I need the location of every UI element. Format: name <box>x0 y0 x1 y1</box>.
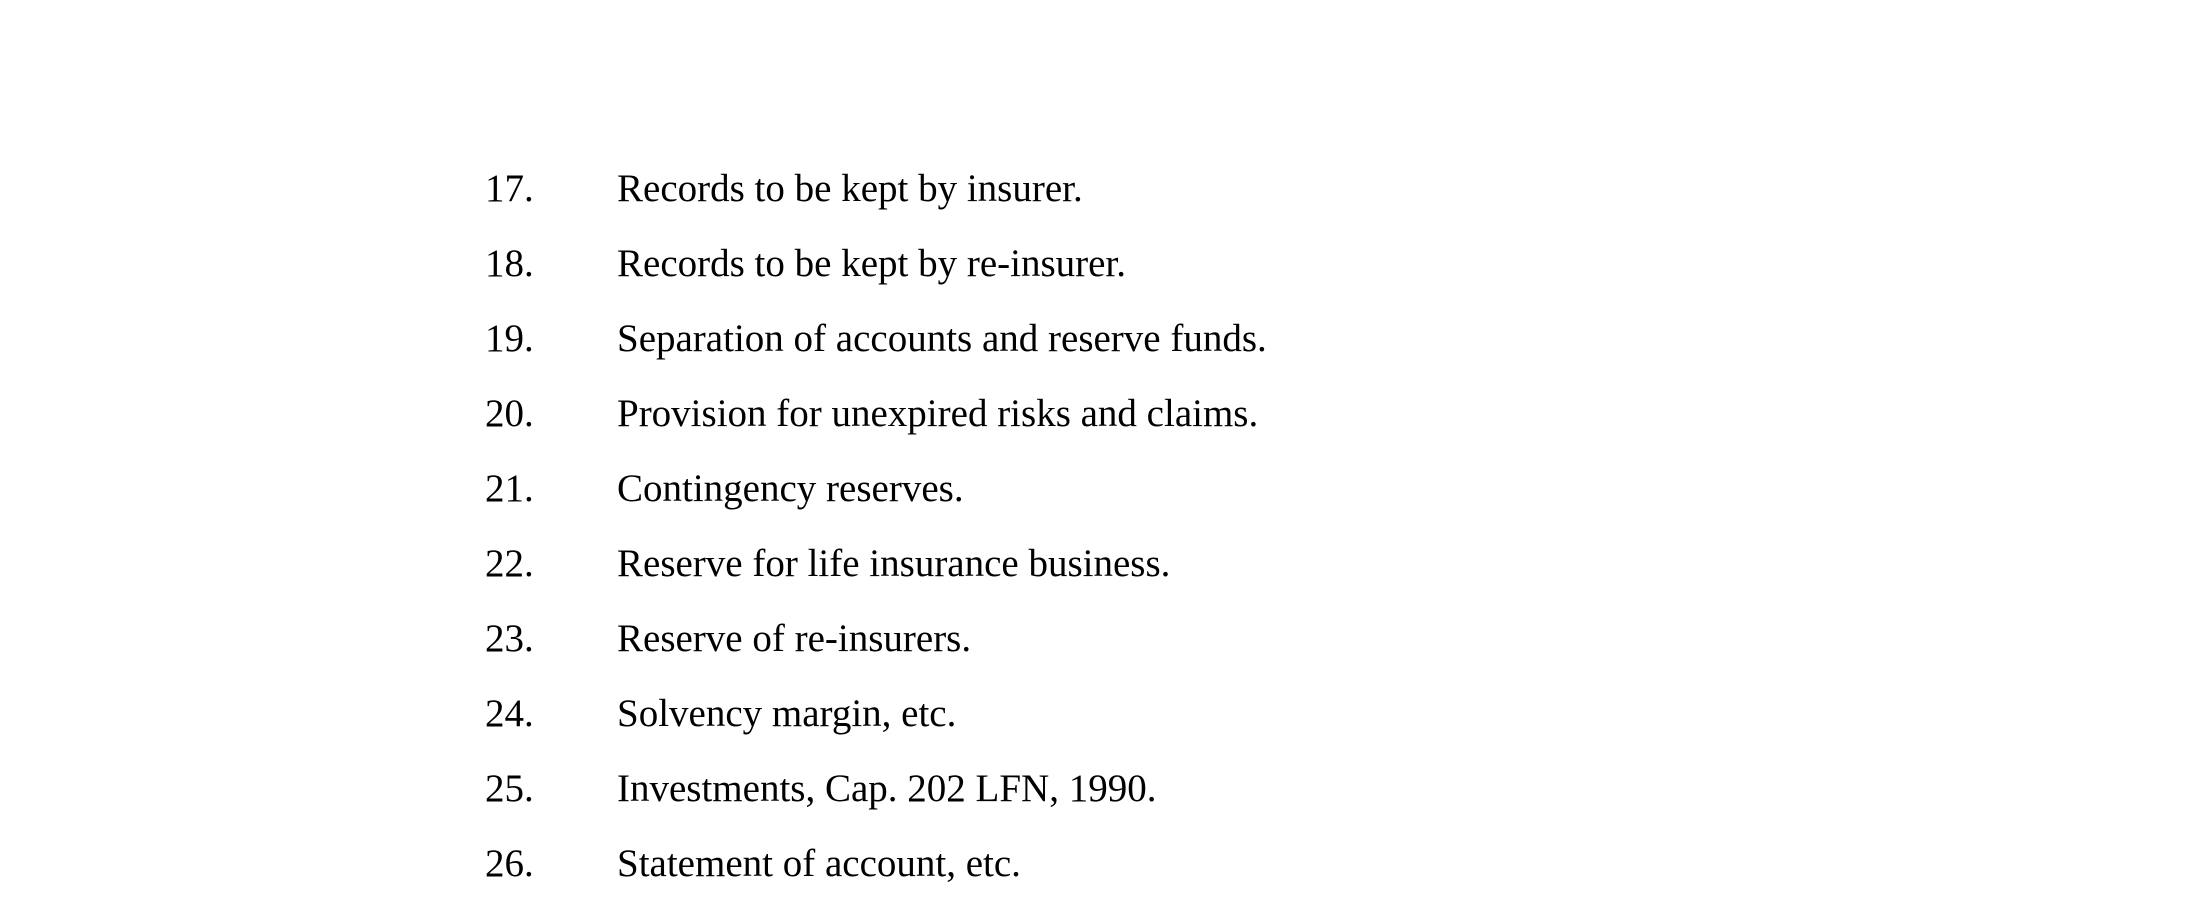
section-title: Investments, Cap. 202 LFN, 1990. <box>617 767 1157 810</box>
section-item <box>0 759 2210 819</box>
section-number: 24. <box>485 692 534 735</box>
section-item <box>0 234 2210 294</box>
section-title: Reserve for life insurance business. <box>617 542 1171 585</box>
section-item <box>0 834 2210 894</box>
section-title: Separation of accounts and reserve funds. <box>617 317 1267 360</box>
section-item <box>0 684 2210 744</box>
section-number: 20. <box>485 392 534 435</box>
section-title: Records to be kept by insurer. <box>617 167 1083 210</box>
section-number: 25. <box>485 767 534 810</box>
section-number: 21. <box>485 467 534 510</box>
section-number: 26. <box>485 842 534 885</box>
section-title: Provision for unexpired risks and claims. <box>617 392 1259 435</box>
section-title: Records to be kept by re-insurer. <box>617 242 1127 285</box>
section-item <box>0 159 2210 219</box>
section-title: Statement of account, etc. <box>617 842 1021 885</box>
section-number: 22. <box>485 542 534 585</box>
section-number: 18. <box>485 242 534 285</box>
section-item <box>0 459 2210 519</box>
section-item <box>0 309 2210 369</box>
section-title: Solvency margin, etc. <box>617 692 957 735</box>
section-item <box>0 534 2210 594</box>
section-number: 17. <box>485 167 534 210</box>
section-item <box>0 609 2210 669</box>
section-item <box>0 384 2210 444</box>
section-number: 19. <box>485 317 534 360</box>
section-title: Contingency reserves. <box>617 467 964 510</box>
section-number: 23. <box>485 617 534 660</box>
section-title: Reserve of re-insurers. <box>617 617 972 660</box>
